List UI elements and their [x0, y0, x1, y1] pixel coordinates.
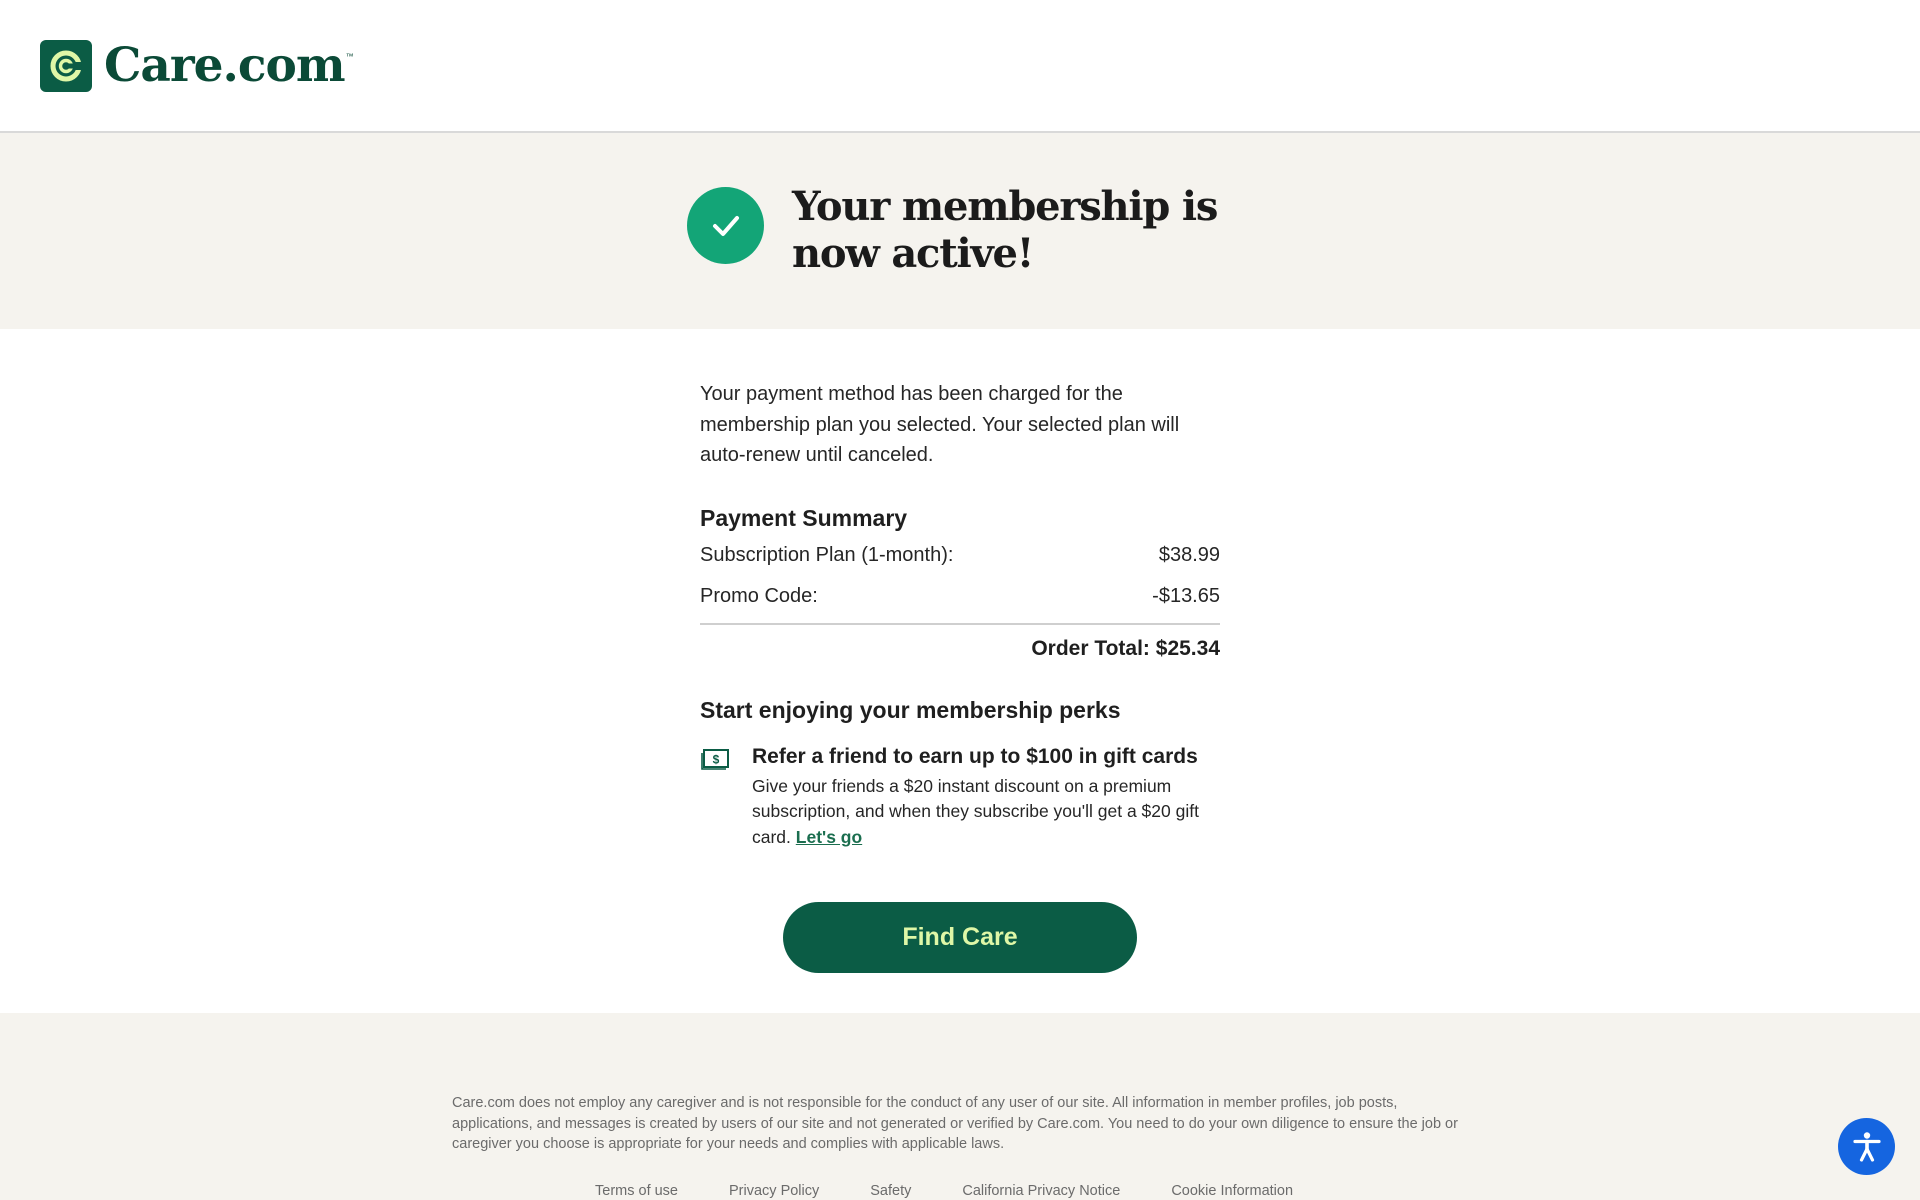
- logo-trademark: ™: [345, 52, 354, 61]
- perk-item: [700, 743, 1220, 851]
- summary-row-subscription: [700, 541, 1220, 569]
- care-logo[interactable]: [40, 40, 354, 92]
- summary-row-value: $38.99: [1158, 543, 1220, 566]
- footer-link-california-privacy[interactable]: California Privacy Notice: [962, 1183, 1121, 1199]
- perk-title: Refer a friend to earn up to $100 in gift cards: [752, 744, 1198, 768]
- find-care-button[interactable]: Find Care: [783, 902, 1137, 973]
- footer-link-cookie-info[interactable]: Cookie Information: [1171, 1183, 1294, 1199]
- dollar-bill-icon: [700, 747, 734, 773]
- svg-text:$: $: [712, 752, 720, 766]
- confirmation-banner: [0, 133, 1920, 329]
- perks-title: Start enjoying your membership perks: [700, 696, 1121, 723]
- logo-wordmark: Care.com: [104, 38, 345, 93]
- payment-intro-text: Your payment method has been charged for the membership plan you selected. Your selected plan will auto-renew until canceled.: [700, 383, 1180, 466]
- summary-row-label: Subscription Plan (1-month):: [700, 543, 954, 566]
- summary-row-label: Promo Code:: [700, 584, 818, 607]
- footer-links: [595, 1183, 1344, 1199]
- payment-summary-title: Payment Summary: [700, 504, 908, 531]
- footer-disclaimer: Care.com does not employ any caregiver and is not responsible for the conduct of any user of our site. All information in member profiles, job posts, applications, and messages is created by users of our site and not generated or verified by Care.com. You need to do your own diligence to ensure the job or caregiver you choose is appropriate for your needs and complies with applicable laws.: [452, 1095, 1458, 1152]
- perk-description: [752, 774, 1220, 851]
- accessibility-icon: [1850, 1130, 1884, 1164]
- site-header: [0, 0, 1920, 133]
- page-title: Your membership is now active!: [792, 183, 1218, 277]
- footer-link-terms[interactable]: Terms of use: [595, 1183, 678, 1199]
- summary-divider: [700, 623, 1220, 625]
- order-total: Order Total: $25.34: [1031, 636, 1220, 660]
- lets-go-link[interactable]: Let's go: [795, 826, 863, 847]
- confirmation-content: [700, 379, 1220, 850]
- perk-description-text: Give your friends a $20 instant discount on a premium subscription, and when they subscribe you'll get a $20 gift card.: [752, 775, 1199, 847]
- footer-link-privacy[interactable]: Privacy Policy: [729, 1183, 820, 1199]
- summary-row-promo: [700, 582, 1220, 610]
- footer-link-safety[interactable]: Safety: [870, 1183, 912, 1199]
- site-footer: [0, 1013, 1920, 1200]
- care-logo-icon: [40, 40, 92, 92]
- summary-row-value: -$13.65: [1152, 584, 1220, 607]
- accessibility-button[interactable]: [1838, 1118, 1895, 1175]
- check-icon: [687, 187, 764, 264]
